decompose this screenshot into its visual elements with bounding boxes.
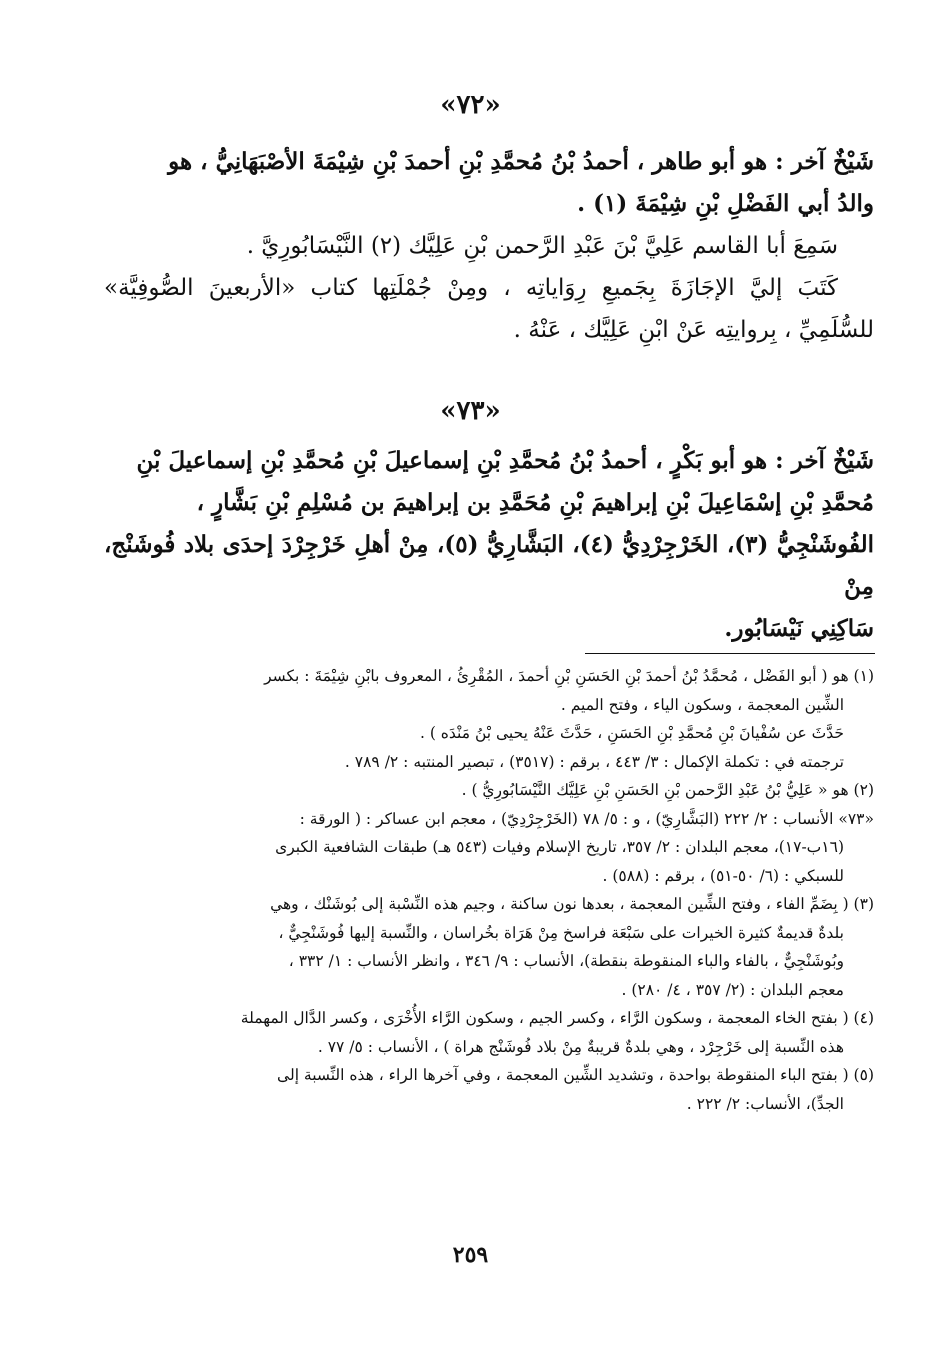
entry-72-paragraph-2: كَتَبَ إليَّ الإجَازَةَ بِجَميعِ رِوَاياتِه ، ومِنْ جُمْلَتِها كتاب «الأربعينَ الصُّوفِيَّة» للسُّلَمِيِّ ، بِروايتِه عَنْ ابْنِ عَلِيَّك ، عَنْهُ . (104, 275, 874, 343)
entry-number-72: «٧٢» (440, 90, 501, 120)
entry-73-line-3: الفُوشَنْجِيُّ (٣)، الخَرْجِرْدِيُّ (٤)، البَشَّارِيُّ (٥)، مِنْ أهلِ خَرْجِرْدَ إحدَى بلاد فُوشَنْج، مِنْ (104, 531, 874, 600)
page-number: ٢٥٩ (452, 1242, 489, 1268)
footnote-line: (٢) هو « عَلِيُّ بْنُ عَبْدِ الرَّحمن بْنِ الحَسَنِ بْنِ عَلِيَّك النَّيْسَابُورِيُّ ) . (461, 781, 874, 799)
entry-number-73: «٧٣» (440, 396, 501, 426)
entry-72-body (104, 141, 874, 351)
entry-72-line-1: شَيْخٌ آخر : هو أبو طاهر ، أحمدُ بْنُ مُحمَّدِ بْنِ أحمدَ بْنِ شِيْمَةَ الأصْبَهَانِيُّ ، هو (168, 148, 874, 175)
footnote-73-sources (104, 805, 874, 891)
footnote-line: (٤) ( بفتح الخاء المعجمة ، وسكون الرَّاء ، وكسر الجيم ، وسكون الرَّاء الأُخْرَى ، وكسر الدَّال المهملة (240, 1009, 874, 1027)
footnote-separator (585, 653, 875, 654)
footnote-line: (٥) ( بفتح الباء المنقوطة بواحدة ، وتشديد الشِّين المعجمة ، وفي آخرها الراء ، هذه النِّسبة إلى (277, 1066, 874, 1084)
footnote-2 (104, 776, 874, 805)
footnote-line: حَدَّثَ عن سُفْيانَ بْنِ مُحمَّدِ بْنِ الحَسَنِ ، حَدَّثَ عَنْهُ يحيى بْنُ مَنْدَه ) . (419, 724, 844, 742)
footnote-line: للسبكي : (٦/ ٥٠-٥١) ، برقم : (٥٨٨) . (602, 866, 844, 885)
footnote-line: (١) هو ( أبو الفَضْل ، مُحمَّدُ بْنُ أحمدَ بْنِ الحَسَنِ بْنِ أحمدَ ، المُقْرِئُ ، المعروف بابْنِ شِيْمَةَ : بكسر (264, 667, 874, 685)
footnote-5 (104, 1061, 874, 1118)
footnotes (104, 662, 874, 1118)
footnote-1 (104, 662, 874, 776)
footnote-line: الجدِّ)، الأنساب: ٢/ ٢٢٢ . (686, 1094, 844, 1113)
footnote-4 (104, 1004, 874, 1061)
footnote-line: هذه النِّسبة إلى خَرْجِرْد ، وهي بلدةٌ قريبةٌ مِنْ بلاد فُوشَنْج هراة ) ، الأنساب : ٥/ ٧٧ . (317, 1037, 844, 1056)
footnote-line: معجم البلدان : (٢/ ٣٥٧ ، ٤/ ٢٨٠) . (621, 980, 844, 999)
footnote-line: بلدةٌ قديمةٌ كثيرة الخيرات على سَبْعَة فراسخ مِنْ هَرَاة بخُراسان ، والنِّسبة إليها فُوشَنْجِيٌّ ، (278, 923, 844, 942)
footnote-line: (١٦ب-١٧)، معجم البلدان : ٢/ ٣٥٧، تاريخ الإسلام وفيات (٥٤٣ هـ) طبقات الشافعية الكبرى (275, 838, 844, 856)
entry-73-line-2: مُحمَّدِ بْنِ إسْمَاعِيلَ بْنِ إبراهيمَ بْنِ مُحَمَّدِ بن إبراهيمَ بن مُسْلِمِ بْنِ بَشَّارٍ ، (196, 489, 874, 516)
entry-73-body (104, 440, 874, 650)
entry-72-paragraph-1: سَمِعَ أبا القاسم عَلِيَّ بْنَ عَبْدِ الرَّحمن بْنِ عَلِيَّك (٢) النَّيْسَابُورِيَّ . (246, 233, 838, 259)
footnote-line: (٣) ( بِضَمِّ الفاء ، وفتح الشِّين المعجمة ، بعدها نون ساكنة ، وجيم هذه النِّسْبة إلى بُوشَنْك ، وهي (270, 895, 874, 913)
footnote-line: ترجمته في : تكملة الإكمال : ٣/ ٤٤٣ ، برقم : (٣٥١٧) ، تبصير المنتبه : ٢/ ٧٨٩ . (344, 752, 844, 771)
footnote-line: وبُوشَنْجِيٌّ ، بالفاء والباء المنقوطة بنقطة)، الأنساب : ٩/ ٣٤٦ ، وانظر الأنساب : ١/ ٣٣٢ ، (288, 952, 844, 970)
footnote-3 (104, 890, 874, 1004)
entry-73-line-1: شَيْخٌ آخر : هو أبو بَكْرٍ ، أحمدُ بْنُ مُحمَّدِ بْنِ إسماعيلَ بْنِ مُحمَّدِ بْنِ إسماعيلَ بْنِ (136, 447, 874, 474)
footnote-line: الشِّين المعجمة ، وسكون الياء ، وفتح الميم . (560, 695, 844, 714)
footnote-line: «٧٣» الأنساب : ٢/ ٢٢٢ (البَشَّارِيّ) ، و : ٥/ ٧٨ (الخَرْجِرْدِيّ) ، معجم ابن عساكر : ( الورقة : (299, 809, 874, 828)
entry-73-line-4: سَاكِنِي نَيْسَابُور. (724, 615, 874, 642)
entry-72-line-2: والدُ أبي الفَضْلِ بْنِ شِيْمَةَ (١) . (577, 190, 874, 217)
